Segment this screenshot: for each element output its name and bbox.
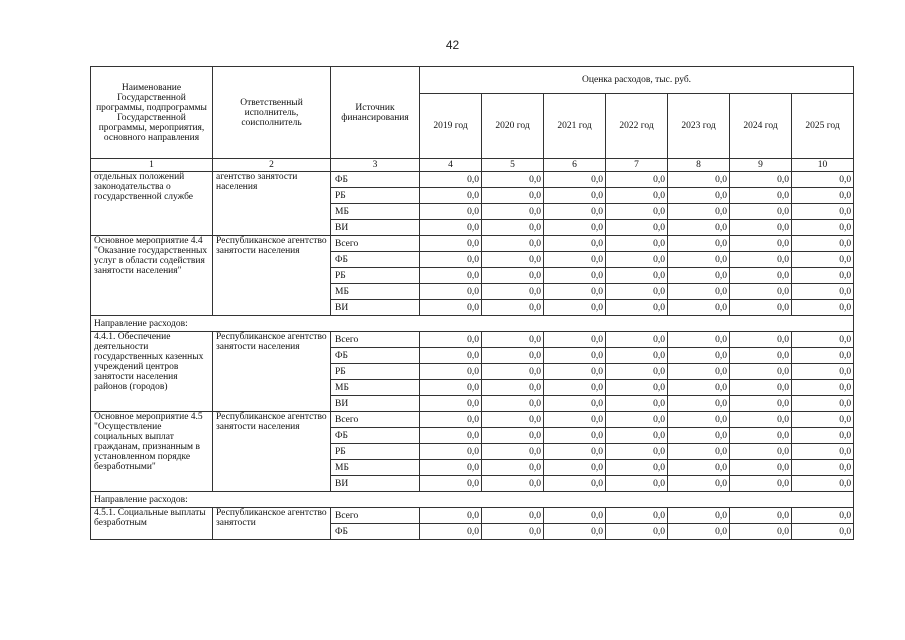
cost-value-cell: 0,0 — [544, 172, 606, 188]
header-year: 2024 год — [730, 94, 792, 159]
cost-value-cell: 0,0 — [606, 332, 668, 348]
cost-value-cell: 0,0 — [606, 524, 668, 540]
cost-value-cell: 0,0 — [482, 300, 544, 316]
budget-table — [90, 66, 854, 540]
funding-source-cell: Всего — [331, 332, 420, 348]
cost-value-cell: 0,0 — [730, 348, 792, 364]
cost-value-cell: 0,0 — [668, 508, 730, 524]
cost-value-cell: 0,0 — [606, 236, 668, 252]
cost-value-cell: 0,0 — [792, 460, 854, 476]
cost-value-cell: 0,0 — [668, 220, 730, 236]
cost-value-cell: 0,0 — [730, 284, 792, 300]
funding-source-cell: МБ — [331, 380, 420, 396]
cost-value-cell: 0,0 — [420, 300, 482, 316]
cost-value-cell: 0,0 — [544, 444, 606, 460]
funding-source-cell: ФБ — [331, 348, 420, 364]
cost-value-cell: 0,0 — [668, 252, 730, 268]
cost-value-cell: 0,0 — [606, 412, 668, 428]
section-label: Направление расходов: — [91, 492, 854, 508]
cost-value-cell: 0,0 — [730, 380, 792, 396]
cost-value-cell: 0,0 — [668, 268, 730, 284]
cost-value-cell: 0,0 — [544, 428, 606, 444]
funding-source-cell: Всего — [331, 412, 420, 428]
cost-value-cell: 0,0 — [544, 204, 606, 220]
cost-value-cell: 0,0 — [668, 380, 730, 396]
cost-value-cell: 0,0 — [792, 444, 854, 460]
header-year: 2020 год — [482, 94, 544, 159]
funding-source-cell: ВИ — [331, 396, 420, 412]
cost-value-cell: 0,0 — [730, 476, 792, 492]
cost-value-cell: 0,0 — [792, 332, 854, 348]
column-number: 6 — [544, 159, 606, 172]
table-row — [91, 412, 854, 428]
page-number: 42 — [445, 38, 460, 52]
cost-value-cell: 0,0 — [420, 268, 482, 284]
executor-cell: Республиканское агентство занятости — [213, 508, 331, 540]
cost-value-cell: 0,0 — [482, 508, 544, 524]
cost-value-cell: 0,0 — [544, 524, 606, 540]
cost-value-cell: 0,0 — [668, 172, 730, 188]
cost-value-cell: 0,0 — [544, 476, 606, 492]
cost-value-cell: 0,0 — [606, 364, 668, 380]
cost-value-cell: 0,0 — [420, 172, 482, 188]
table-row — [91, 236, 854, 252]
funding-source-cell: РБ — [331, 364, 420, 380]
cost-value-cell: 0,0 — [730, 268, 792, 284]
header-year: 2019 год — [420, 94, 482, 159]
cost-value-cell: 0,0 — [420, 412, 482, 428]
cost-value-cell: 0,0 — [544, 364, 606, 380]
cost-value-cell: 0,0 — [420, 188, 482, 204]
cost-value-cell: 0,0 — [482, 236, 544, 252]
cost-value-cell: 0,0 — [730, 188, 792, 204]
cost-value-cell: 0,0 — [668, 428, 730, 444]
cost-value-cell: 0,0 — [420, 524, 482, 540]
cost-value-cell: 0,0 — [730, 428, 792, 444]
funding-source-cell: ФБ — [331, 252, 420, 268]
header-source: Источник финансирования — [331, 67, 420, 159]
program-name-cell: отдельных положений законодательства о государственной службе — [91, 172, 213, 236]
cost-value-cell: 0,0 — [544, 252, 606, 268]
cost-value-cell: 0,0 — [730, 444, 792, 460]
cost-value-cell: 0,0 — [668, 460, 730, 476]
cost-value-cell: 0,0 — [482, 444, 544, 460]
executor-cell: Республиканское агентство занятости населения — [213, 332, 331, 412]
executor-cell: агентство занятости населения — [213, 172, 331, 236]
funding-source-cell: МБ — [331, 204, 420, 220]
section-row — [91, 316, 854, 332]
cost-value-cell: 0,0 — [792, 508, 854, 524]
cost-value-cell: 0,0 — [668, 188, 730, 204]
cost-value-cell: 0,0 — [730, 508, 792, 524]
cost-value-cell: 0,0 — [544, 332, 606, 348]
cost-value-cell: 0,0 — [544, 220, 606, 236]
column-number: 3 — [331, 159, 420, 172]
cost-value-cell: 0,0 — [420, 348, 482, 364]
cost-value-cell: 0,0 — [792, 396, 854, 412]
cost-value-cell: 0,0 — [792, 204, 854, 220]
cost-value-cell: 0,0 — [668, 348, 730, 364]
cost-value-cell: 0,0 — [482, 220, 544, 236]
table-row — [91, 172, 854, 188]
cost-value-cell: 0,0 — [668, 236, 730, 252]
cost-value-cell: 0,0 — [420, 476, 482, 492]
cost-value-cell: 0,0 — [482, 204, 544, 220]
cost-value-cell: 0,0 — [544, 348, 606, 364]
cost-value-cell: 0,0 — [606, 172, 668, 188]
cost-value-cell: 0,0 — [482, 252, 544, 268]
cost-value-cell: 0,0 — [482, 348, 544, 364]
cost-value-cell: 0,0 — [482, 476, 544, 492]
cost-value-cell: 0,0 — [544, 412, 606, 428]
cost-value-cell: 0,0 — [544, 380, 606, 396]
cost-value-cell: 0,0 — [482, 380, 544, 396]
funding-source-cell: ВИ — [331, 476, 420, 492]
header-year: 2023 год — [668, 94, 730, 159]
cost-value-cell: 0,0 — [420, 508, 482, 524]
cost-value-cell: 0,0 — [606, 348, 668, 364]
cost-value-cell: 0,0 — [730, 524, 792, 540]
cost-value-cell: 0,0 — [792, 252, 854, 268]
cost-value-cell: 0,0 — [668, 204, 730, 220]
cost-value-cell: 0,0 — [420, 252, 482, 268]
cost-value-cell: 0,0 — [668, 524, 730, 540]
cost-value-cell: 0,0 — [606, 188, 668, 204]
cost-value-cell: 0,0 — [482, 172, 544, 188]
cost-value-cell: 0,0 — [606, 460, 668, 476]
cost-value-cell: 0,0 — [730, 172, 792, 188]
cost-value-cell: 0,0 — [606, 300, 668, 316]
executor-cell: Республиканское агентство занятости населения — [213, 236, 331, 316]
header-year: 2021 год — [544, 94, 606, 159]
cost-value-cell: 0,0 — [730, 332, 792, 348]
funding-source-cell: РБ — [331, 188, 420, 204]
column-number: 2 — [213, 159, 331, 172]
executor-cell: Республиканское агентство занятости населения — [213, 412, 331, 492]
cost-value-cell: 0,0 — [606, 204, 668, 220]
cost-value-cell: 0,0 — [668, 364, 730, 380]
cost-value-cell: 0,0 — [420, 364, 482, 380]
cost-value-cell: 0,0 — [730, 204, 792, 220]
cost-value-cell: 0,0 — [544, 300, 606, 316]
cost-value-cell: 0,0 — [482, 460, 544, 476]
cost-value-cell: 0,0 — [792, 412, 854, 428]
funding-source-cell: ФБ — [331, 428, 420, 444]
cost-value-cell: 0,0 — [792, 524, 854, 540]
header-executor: Ответственный исполнитель, соисполнитель — [213, 67, 331, 159]
cost-value-cell: 0,0 — [606, 396, 668, 412]
cost-value-cell: 0,0 — [730, 460, 792, 476]
cost-value-cell: 0,0 — [792, 380, 854, 396]
cost-value-cell: 0,0 — [730, 220, 792, 236]
cost-value-cell: 0,0 — [420, 236, 482, 252]
cost-value-cell: 0,0 — [420, 204, 482, 220]
cost-value-cell: 0,0 — [420, 396, 482, 412]
cost-value-cell: 0,0 — [606, 444, 668, 460]
cost-value-cell: 0,0 — [792, 428, 854, 444]
cost-value-cell: 0,0 — [792, 284, 854, 300]
cost-value-cell: 0,0 — [730, 252, 792, 268]
cost-value-cell: 0,0 — [730, 364, 792, 380]
cost-value-cell: 0,0 — [482, 284, 544, 300]
cost-value-cell: 0,0 — [544, 396, 606, 412]
cost-value-cell: 0,0 — [668, 396, 730, 412]
cost-value-cell: 0,0 — [606, 508, 668, 524]
cost-value-cell: 0,0 — [730, 300, 792, 316]
cost-value-cell: 0,0 — [420, 380, 482, 396]
cost-value-cell: 0,0 — [730, 412, 792, 428]
column-number: 9 — [730, 159, 792, 172]
cost-value-cell: 0,0 — [606, 220, 668, 236]
cost-value-cell: 0,0 — [420, 284, 482, 300]
cost-value-cell: 0,0 — [792, 348, 854, 364]
cost-value-cell: 0,0 — [482, 364, 544, 380]
header-costs-title: Оценка расходов, тыс. руб. — [420, 67, 854, 94]
cost-value-cell: 0,0 — [482, 268, 544, 284]
cost-value-cell: 0,0 — [420, 460, 482, 476]
cost-value-cell: 0,0 — [606, 284, 668, 300]
cost-value-cell: 0,0 — [544, 268, 606, 284]
section-label: Направление расходов: — [91, 316, 854, 332]
program-name-cell: 4.5.1. Социальные выплаты безработным — [91, 508, 213, 540]
cost-value-cell: 0,0 — [668, 332, 730, 348]
column-number: 7 — [606, 159, 668, 172]
funding-source-cell: РБ — [331, 268, 420, 284]
funding-source-cell: ФБ — [331, 172, 420, 188]
column-number: 4 — [420, 159, 482, 172]
cost-value-cell: 0,0 — [606, 380, 668, 396]
cost-value-cell: 0,0 — [668, 476, 730, 492]
cost-value-cell: 0,0 — [668, 412, 730, 428]
cost-value-cell: 0,0 — [482, 396, 544, 412]
cost-value-cell: 0,0 — [606, 252, 668, 268]
cost-value-cell: 0,0 — [792, 300, 854, 316]
cost-value-cell: 0,0 — [792, 364, 854, 380]
header-year: 2022 год — [606, 94, 668, 159]
cost-value-cell: 0,0 — [482, 428, 544, 444]
cost-value-cell: 0,0 — [606, 428, 668, 444]
column-number: 5 — [482, 159, 544, 172]
column-number: 8 — [668, 159, 730, 172]
cost-value-cell: 0,0 — [544, 284, 606, 300]
cost-value-cell: 0,0 — [482, 524, 544, 540]
cost-value-cell: 0,0 — [482, 332, 544, 348]
cost-value-cell: 0,0 — [730, 396, 792, 412]
cost-value-cell: 0,0 — [668, 444, 730, 460]
cost-value-cell: 0,0 — [606, 268, 668, 284]
cost-value-cell: 0,0 — [606, 476, 668, 492]
cost-value-cell: 0,0 — [792, 188, 854, 204]
cost-value-cell: 0,0 — [420, 332, 482, 348]
cost-value-cell: 0,0 — [544, 236, 606, 252]
cost-value-cell: 0,0 — [544, 460, 606, 476]
cost-value-cell: 0,0 — [792, 220, 854, 236]
cost-value-cell: 0,0 — [544, 188, 606, 204]
cost-value-cell: 0,0 — [482, 412, 544, 428]
cost-value-cell: 0,0 — [544, 508, 606, 524]
cost-value-cell: 0,0 — [420, 444, 482, 460]
cost-value-cell: 0,0 — [420, 220, 482, 236]
section-row — [91, 492, 854, 508]
cost-value-cell: 0,0 — [792, 172, 854, 188]
cost-value-cell: 0,0 — [792, 476, 854, 492]
funding-source-cell: Всего — [331, 508, 420, 524]
cost-value-cell: 0,0 — [730, 236, 792, 252]
header-name: Наименование Государственной программы, подпрограммы Государственной программы, мероприятия, основного направления — [91, 67, 213, 159]
funding-source-cell: ФБ — [331, 524, 420, 540]
program-name-cell: Основное мероприятие 4.5 "Осуществление социальных выплат гражданам, признанным в установленном порядке безработными" — [91, 412, 213, 492]
funding-source-cell: Всего — [331, 236, 420, 252]
cost-value-cell: 0,0 — [668, 300, 730, 316]
cost-value-cell: 0,0 — [668, 284, 730, 300]
program-name-cell: Основное мероприятие 4.4 "Оказание государственных услуг в области содействия занятости населения" — [91, 236, 213, 316]
header-year: 2025 год — [792, 94, 854, 159]
program-name-cell: 4.4.1. Обеспечение деятельности государственных казенных учреждений центров занятости населения районов (городов) — [91, 332, 213, 412]
table-row — [91, 332, 854, 348]
funding-source-cell: РБ — [331, 444, 420, 460]
table-row — [91, 508, 854, 524]
cost-value-cell: 0,0 — [792, 268, 854, 284]
funding-source-cell: ВИ — [331, 300, 420, 316]
column-number: 1 — [91, 159, 213, 172]
cost-value-cell: 0,0 — [482, 188, 544, 204]
funding-source-cell: МБ — [331, 284, 420, 300]
cost-value-cell: 0,0 — [420, 428, 482, 444]
funding-source-cell: ВИ — [331, 220, 420, 236]
column-number: 10 — [792, 159, 854, 172]
cost-value-cell: 0,0 — [792, 236, 854, 252]
funding-source-cell: МБ — [331, 460, 420, 476]
